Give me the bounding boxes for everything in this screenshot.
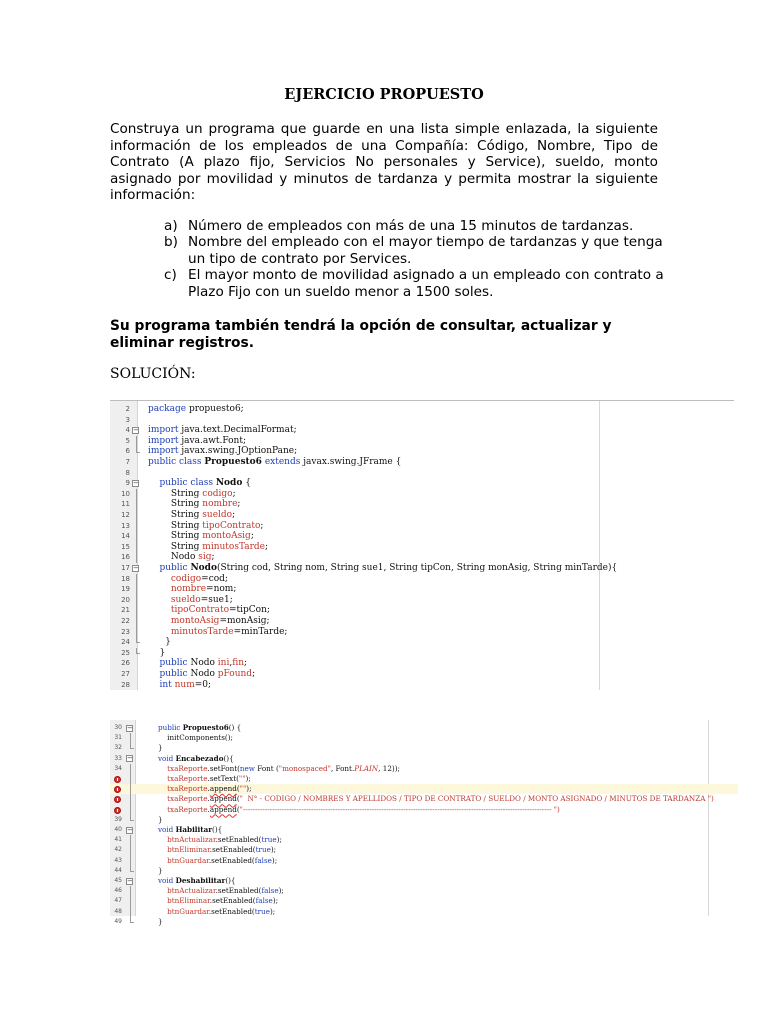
code-screenshot-2 [110, 720, 738, 926]
fold-end-mark [136, 642, 140, 643]
code-text: initComponents(); [158, 733, 233, 743]
list-item [164, 267, 664, 300]
line-number: 45 [114, 877, 122, 884]
code-line [110, 595, 734, 606]
fold-guide [136, 552, 137, 563]
fold-guide [136, 489, 137, 500]
list-marker: b) [164, 234, 178, 251]
fold-guide [130, 764, 131, 774]
code-line [110, 605, 734, 616]
code-line [110, 531, 734, 542]
line-number: 13 [121, 521, 130, 530]
error-icon [114, 796, 121, 803]
code-line [110, 733, 738, 743]
line-number: 46 [114, 887, 122, 895]
code-text: String codigo; [148, 488, 236, 499]
code-line [110, 404, 734, 415]
code-line [110, 415, 734, 426]
solution-label: SOLUCIÓN: [110, 366, 196, 382]
line-number: 4 [125, 426, 130, 435]
code-line [110, 627, 734, 638]
list-item [164, 234, 664, 267]
line-number: 44 [114, 866, 122, 874]
line-number: 17 [121, 564, 130, 572]
code-line [110, 510, 734, 521]
code-text: minutosTarde=minTarde; [170, 626, 288, 637]
fold-end-mark [130, 922, 134, 923]
code-line [110, 754, 738, 764]
code-line [110, 648, 734, 659]
line-number: 3 [125, 415, 130, 424]
code-text: public class Nodo { [159, 478, 251, 489]
line-number: 34 [114, 764, 122, 772]
line-number: 43 [114, 856, 122, 864]
line-number: 26 [121, 659, 130, 668]
error-icon [114, 776, 121, 783]
line-number: 33 [114, 754, 122, 762]
list-item-text: El mayor monto de movilidad asignado a un empleado con contrato a Plazo Fijo con un sueldo menor a 1500 soles. [188, 267, 664, 300]
code-line [110, 457, 734, 468]
error-icon [114, 786, 121, 793]
fold-guide [130, 907, 131, 917]
code-line [110, 425, 734, 436]
code-line [110, 478, 734, 489]
code-line [110, 616, 734, 627]
line-number: 42 [114, 846, 122, 854]
code-line [110, 542, 734, 553]
code-line [110, 637, 734, 648]
code-text: int num=0; [159, 679, 212, 690]
fold-guide [136, 436, 137, 447]
fold-toggle-icon[interactable]: − [127, 876, 133, 885]
list-item-text: Nombre del empleado con el mayor tiempo de tardanzas y que tenga un tipo de contrato por Services. [188, 234, 663, 267]
line-number: 2 [125, 405, 130, 413]
line-number: 39 [114, 815, 122, 823]
code-line [110, 866, 738, 876]
fold-guide [136, 616, 137, 627]
code-text: } [148, 637, 171, 648]
fold-guide [130, 774, 131, 784]
code-text: void Habilitar(){ [158, 825, 223, 834]
code-text: txaReporte.append("------------------------------------------------------------------------------------------------------------------------------- ") [167, 804, 560, 814]
line-number: 49 [114, 917, 122, 925]
code-text: import javax.swing.JOptionPane; [148, 446, 298, 457]
code-line [110, 764, 738, 774]
line-number: 41 [114, 836, 122, 844]
line-number: 20 [121, 595, 130, 604]
code-text: btnActualizar.setEnabled(true); [167, 835, 282, 845]
list-marker: a) [164, 218, 178, 234]
code-text: public class Propuesto6 extends javax.swing.JFrame { [148, 457, 402, 467]
fold-guide [130, 886, 131, 896]
list-item-text: Número de empleados con más de una 15 minutos de tardanzas. [188, 218, 634, 234]
fold-guide [130, 784, 131, 794]
code-line [110, 563, 734, 574]
fold-guide [136, 521, 137, 532]
list-item [164, 218, 664, 234]
code-text: txaReporte.setFont(new Font ("monospaced", Font.PLAIN, 12)); [167, 763, 400, 773]
line-number: 48 [114, 907, 122, 915]
code-line [110, 774, 738, 784]
line-number: 30 [114, 724, 122, 731]
code-text: public Nodo pFound; [159, 669, 256, 679]
page-title: EJERCICIO PROPUESTO [284, 86, 484, 103]
fold-end-mark [136, 452, 140, 453]
line-number: 16 [121, 553, 130, 562]
code-line [110, 876, 738, 886]
code-line [110, 521, 734, 532]
intro-paragraph: Construya un programa que guarde en una lista simple enlazada, la siguiente información de los empleados de una Compañía: Código, Nombre, Tipo de Contrato (A plazo fijo, Servicios No personales y Service), sueldo, monto asignado por movilidad y minutos de tardanza y permita mostrar la siguiente información: [110, 121, 658, 204]
fold-toggle-icon[interactable]: − [127, 723, 133, 732]
code-text: String sueldo; [148, 510, 236, 520]
code-line [110, 680, 734, 691]
code-line [110, 805, 738, 815]
fold-guide [136, 531, 137, 542]
fold-guide [130, 794, 131, 804]
fold-end-mark [136, 653, 140, 654]
code-text: public Nodo(String cod, String nom, String sue1, String tipCon, String monAsig, String minTarde){ [159, 563, 618, 573]
code-text: codigo=cod; [170, 573, 228, 584]
line-number: 8 [125, 468, 130, 477]
code-text: package propuesto6; [148, 404, 244, 414]
code-line [110, 896, 738, 906]
line-number: 40 [114, 826, 122, 833]
fold-guide [130, 856, 131, 866]
code-text: btnGuardar.setEnabled(false); [167, 855, 278, 865]
code-text: btnGuardar.setEnabled(true); [167, 906, 276, 916]
line-number: 10 [121, 489, 130, 498]
fold-end-mark [130, 748, 134, 749]
line-number: 9 [125, 479, 130, 488]
code-text: String nombre; [148, 499, 241, 510]
code-line [110, 584, 734, 595]
code-text: public Nodo ini,fin; [159, 658, 248, 669]
code-line [110, 669, 734, 680]
fold-guide [130, 845, 131, 855]
code-text: nombre=nom; [170, 584, 237, 595]
code-line [110, 917, 738, 927]
code-text: import java.text.DecimalFormat; [148, 425, 297, 436]
code-text: } [158, 743, 163, 753]
code-line [110, 574, 734, 585]
fold-guide [136, 574, 137, 585]
code-text: String montoAsig; [148, 531, 254, 542]
code-text: sueldo=sue1; [170, 594, 233, 605]
code-line [110, 835, 738, 845]
code-line [110, 856, 738, 866]
code-text: Nodo sig; [148, 552, 215, 563]
code-text: } [158, 865, 163, 875]
fold-guide [136, 605, 137, 616]
code-text: txaReporte.append(" N° - CODIGO / NOMBRES Y APELLIDOS / TIPO DE CONTRATO / SUELDO / MONTO ASIGNADO / MINUTOS DE TARDANZA ") [167, 794, 714, 804]
line-number: 28 [121, 680, 130, 689]
bold-paragraph: Su programa también tendrá la opción de consultar, actualizar y eliminar registros. [110, 318, 612, 351]
code-line [110, 552, 734, 563]
line-number: 32 [114, 744, 122, 752]
line-number: 18 [121, 574, 130, 583]
line-number: 6 [125, 447, 130, 456]
list-marker: c) [164, 267, 177, 284]
code-text: tipoContrato=tipCon; [170, 605, 270, 616]
code-line [110, 743, 738, 753]
code-text: btnEliminar.setEnabled(false); [167, 896, 279, 906]
code-text: txaReporte.setText(""); [167, 774, 251, 783]
line-number: 5 [125, 436, 130, 445]
fold-toggle-icon[interactable]: − [127, 825, 133, 834]
line-number: 24 [121, 638, 130, 647]
line-number: 21 [121, 606, 130, 615]
code-line [110, 436, 734, 447]
fold-end-mark [130, 820, 134, 821]
fold-guide [130, 805, 131, 815]
code-line [110, 845, 738, 855]
code-text: montoAsig=monAsig; [170, 616, 270, 626]
fold-guide [136, 627, 137, 638]
requirements-list [164, 218, 664, 300]
line-number: 12 [121, 511, 130, 519]
code-text: } [158, 916, 163, 926]
line-number: 19 [121, 585, 130, 594]
fold-toggle-icon[interactable]: − [133, 563, 139, 572]
code-text: String minutosTarde; [148, 541, 269, 552]
code-line [110, 489, 734, 500]
code-line [110, 886, 738, 896]
line-number: 25 [121, 648, 130, 657]
code-text: String tipoContrato; [148, 520, 264, 531]
code-line [110, 825, 738, 835]
line-number: 11 [121, 500, 130, 509]
fold-guide [136, 499, 137, 510]
code-line [110, 907, 738, 917]
code-line [110, 815, 738, 825]
code-line [110, 446, 734, 457]
line-number: 27 [121, 670, 130, 678]
code-line [110, 468, 734, 479]
code-text: } [158, 814, 163, 824]
code-text: import java.awt.Font; [148, 435, 247, 446]
fold-guide [136, 584, 137, 595]
fold-guide [130, 896, 131, 906]
line-number: 23 [121, 627, 130, 636]
line-number: 47 [114, 897, 122, 905]
code-line [110, 794, 738, 804]
fold-guide [130, 733, 131, 743]
error-icon [114, 807, 121, 814]
line-number: 15 [121, 542, 130, 551]
code-text: } [148, 647, 166, 658]
fold-guide [136, 595, 137, 606]
fold-toggle-icon[interactable]: − [127, 754, 133, 763]
fold-toggle-icon[interactable]: − [133, 425, 139, 434]
fold-guide [136, 510, 137, 521]
line-number: 31 [114, 734, 122, 742]
code-text: public Propuesto6() { [158, 723, 242, 732]
line-number: 22 [121, 617, 130, 625]
code-text: txaReporte.append(""); [167, 784, 252, 794]
fold-end-mark [130, 871, 134, 872]
code-text: btnEliminar.setEnabled(true); [167, 845, 277, 855]
line-number: 7 [125, 458, 130, 466]
code-line [110, 499, 734, 510]
code-text: btnActualizar.setEnabled(false); [167, 886, 284, 896]
code-text: void Deshabilitar(){ [158, 876, 236, 885]
code-line [110, 784, 738, 794]
code-text: void Encabezado(){ [158, 753, 234, 763]
code-screenshot-1 [110, 400, 734, 690]
fold-guide [136, 542, 137, 553]
code-line [110, 723, 738, 733]
fold-toggle-icon[interactable]: − [133, 478, 139, 487]
code-line [110, 658, 734, 669]
fold-guide [130, 835, 131, 845]
line-number: 14 [121, 532, 130, 541]
